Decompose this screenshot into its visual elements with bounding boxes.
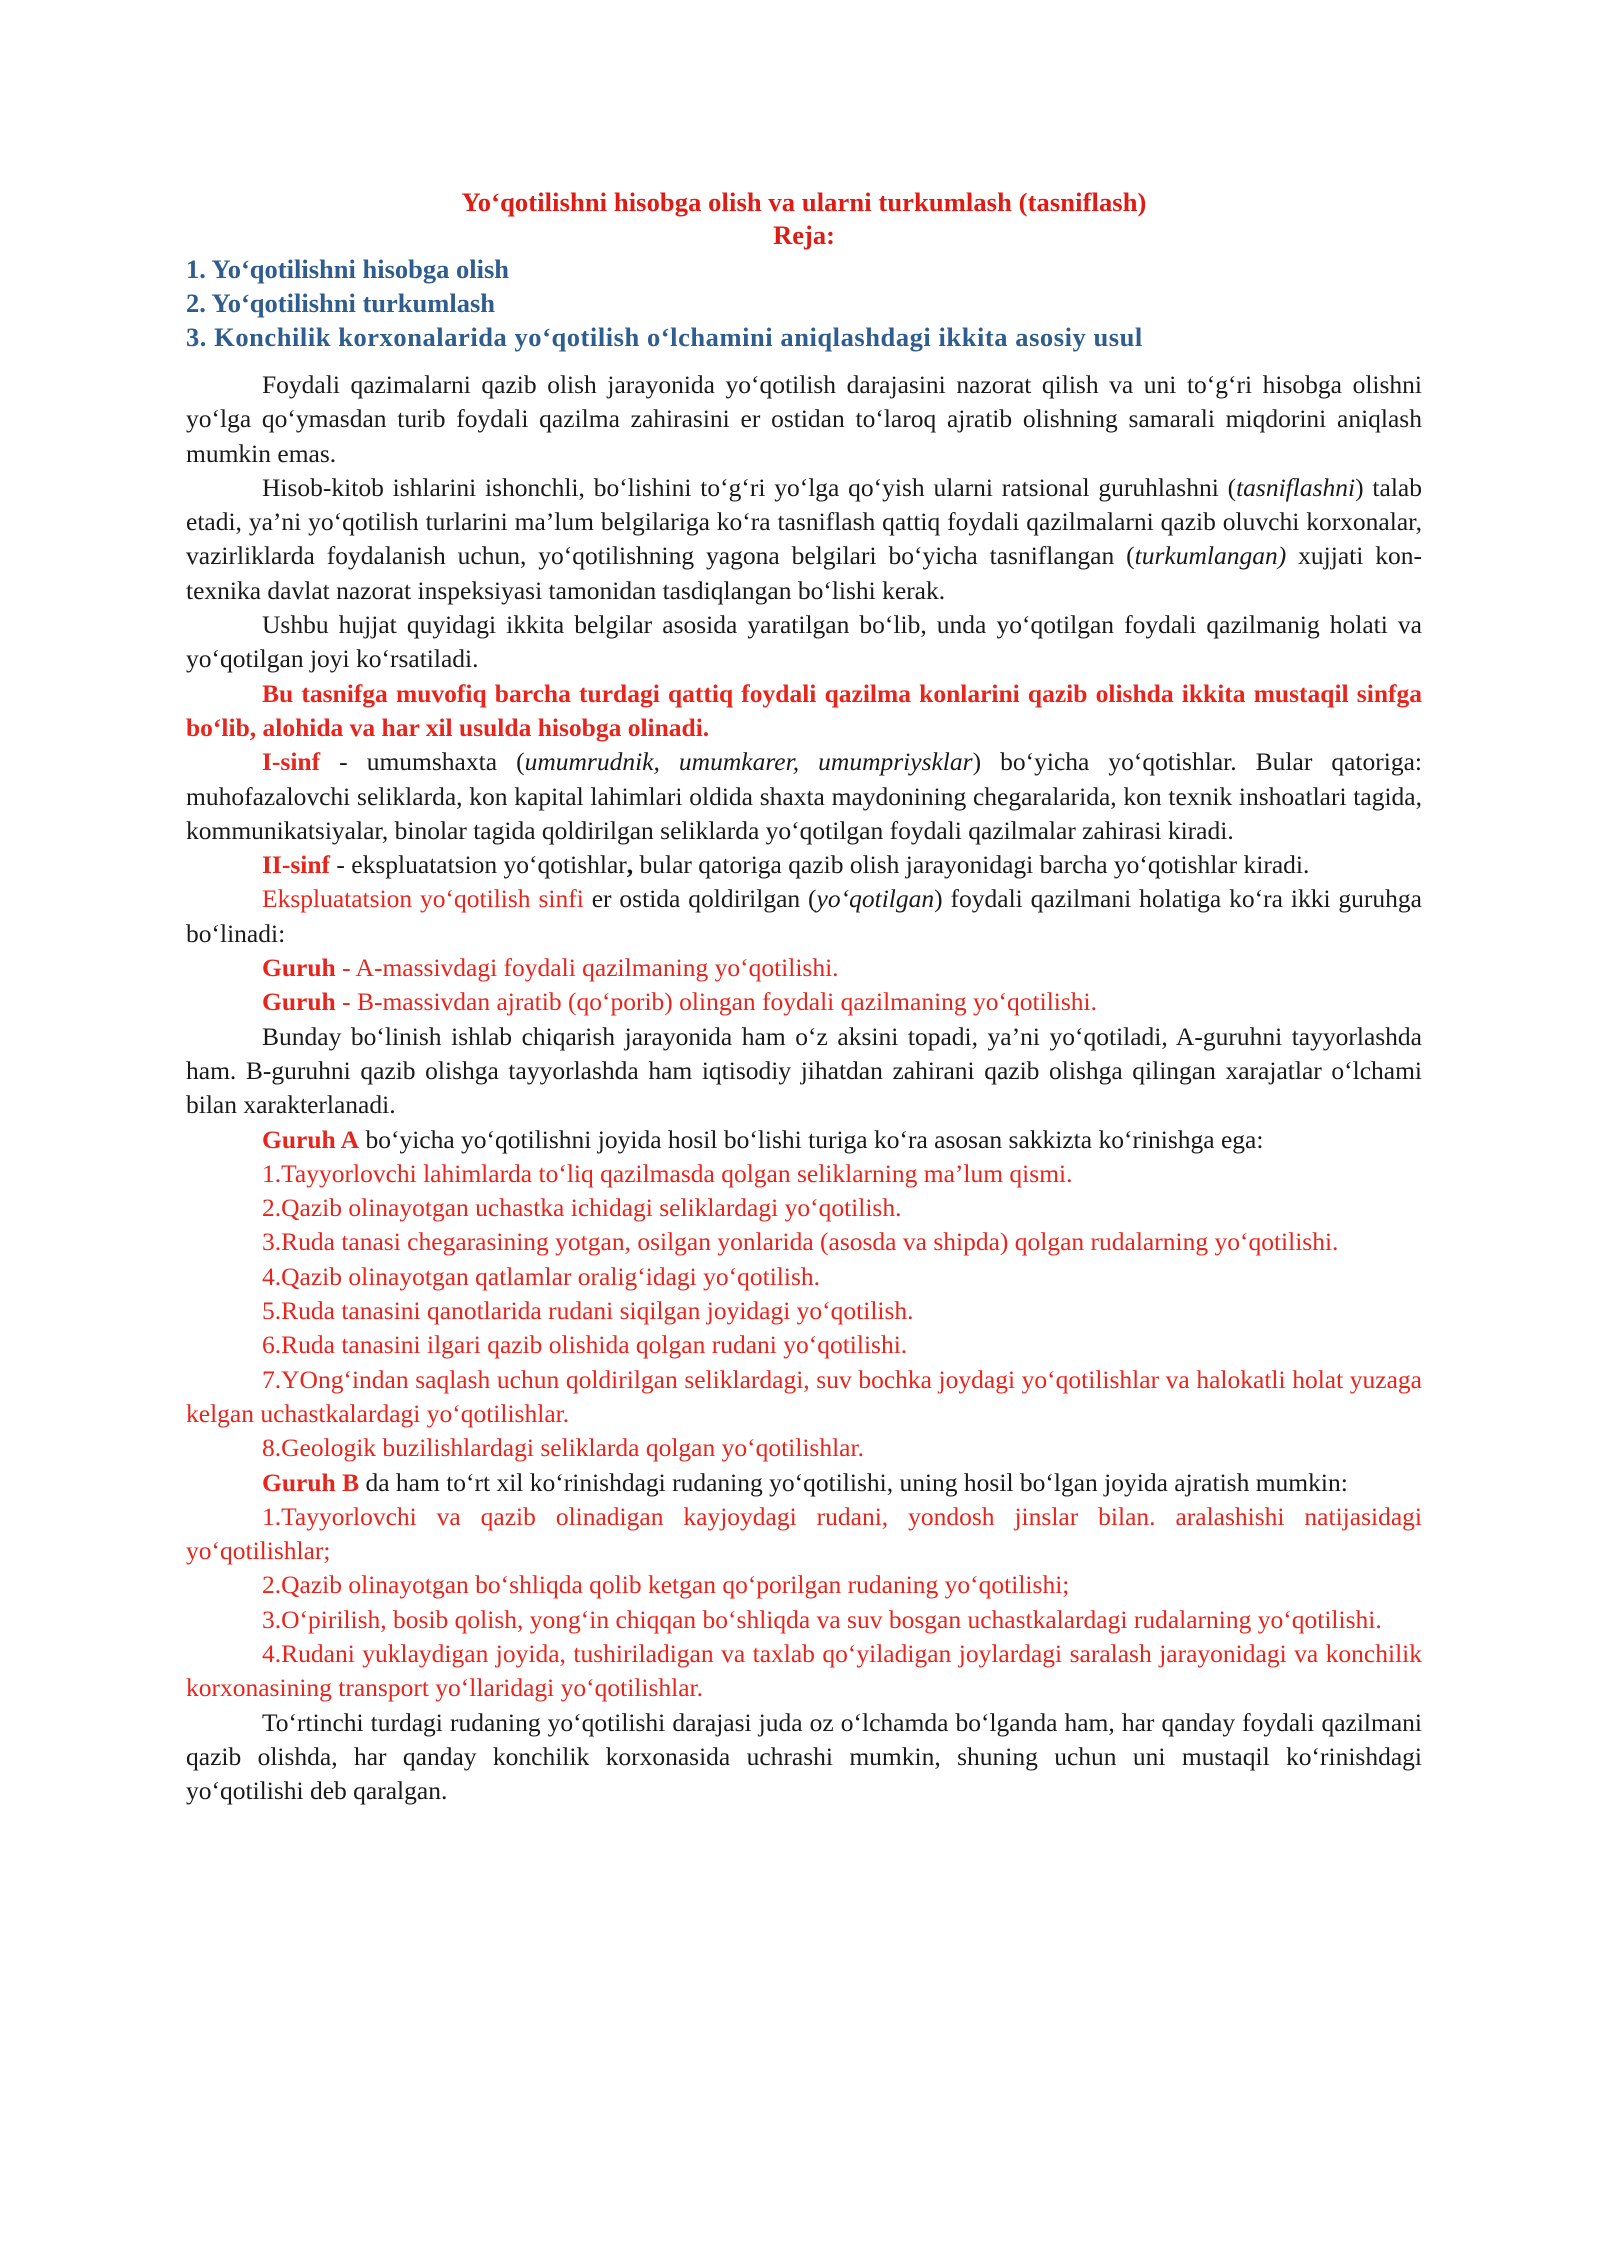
text-run: er ostida qoldirilgan ( [583, 884, 817, 914]
list-item: 2.Qazib olinayotgan uchastka ichidagi seliklardagi yo‘qotilish. [262, 1193, 902, 1223]
group-a-definition-line [186, 951, 1422, 985]
paragraph-intro: Foydali qazimalarni qazib olish jarayonida yo‘qotilish darajasini nazorat qilish va uni to‘g‘ri hisobga olishni yo‘lga qo‘ymasdan turib foydali qazilma zahirasini er ostidan to‘laroq ajratib olishning samarali miqdorini aniqlash mumkin emas. [186, 370, 1422, 468]
list-item: 3.O‘pirilish, bosib qolish, yong‘in chiqqan bo‘shliqda va suv bosgan uchastkalardagi rudalarning yo‘qotilishi. [262, 1604, 1382, 1634]
text-run: Hisob-kitob ishlarini ishonchli, bo‘lishini to‘g‘ri yo‘lga qo‘yish ularni ratsional guruhlashni ( [262, 472, 1237, 502]
list-item: 2.Qazib olinayotgan bo‘shliqda qolib ketgan qo‘porilgan rudaning yo‘qotilishi; [262, 1570, 1070, 1600]
paragraph-division-explained: Bunday bo‘linish ishlab chiqarish jarayonida ham o‘z aksini topadi, ya’ni yo‘qotiladi, A-guruhni tayyorlashda ham. B-guruhni qazib olishga tayyorlashda ham iqtisodiy jihatdan zahirani qazib olishga qilingan xarajatlar o‘lchami bilan xarakterlanadi. [186, 1021, 1422, 1120]
list-item: 5.Ruda tanasini qanotlarida rudani siqilgan joyidagi yo‘qotilish. [262, 1296, 914, 1326]
list-item: 1.Tayyorlovchi va qazib olinadigan kayjoydagi rudani, yondosh jinslar bilan. aralashishi natijasidagi yo‘qotilishlar; [186, 1501, 1422, 1566]
text-run: ) bo‘yicha yo‘qotishlar. Bular qatoriga: muhofazalovchi seliklarda, kon kapital lahimlari oldida shaxta maydonining chegaralarida, kon texnik inshoatlari tagida, kommunikatsiyalar, binolar tagida qoldirilgan seliklarda yo‘qotilgan foydali qazilmalar zahirasi kiradi. [186, 747, 1423, 845]
label-guruh-a: Guruh [262, 953, 336, 983]
plan-item-3: 3. Konchilik korxonalarida yo‘qotilish o‘lchamini aniqlashdagi ikkita asosiy usul [186, 322, 1143, 352]
paragraph-document-basis: Ushbu hujjat quyidagi ikkita belgilar asosida yaratilgan bo‘lib, unda yo‘qotilgan foydali qazilmanig holati va yo‘qotilgan joyi ko‘rsatiladi. [186, 610, 1422, 674]
page-title: Yo‘qotilishni hisobga olish va ularni turkumlash (tasniflash) [461, 187, 1147, 217]
list-item: 6.Ruda tanasini ilgari qazib olishida qolgan rudani yo‘qotilishi. [262, 1330, 908, 1360]
text-run: - ekspluatatsion yo‘qotishlar [330, 850, 627, 880]
document-content [186, 186, 1422, 1808]
group-b-definition-line [186, 985, 1422, 1019]
paragraph-group-a-intro [186, 1123, 1422, 1157]
text-run: da ham to‘rt xil ko‘rinishdagi rudaning yo‘qotilishi, uning hosil bo‘lgan joyida ajratish mumkin: [359, 1467, 1348, 1497]
list-item: 7.YOng‘indan saqlash uchun qoldirilgan seliklardagi, suv bochka joydagi yo‘qotilishlar va halokatli holat yuzaga kelgan uchastkalardagi yo‘qotilishlar. [186, 1364, 1422, 1428]
text-run: bo‘yicha yo‘qotilishni joyida hosil bo‘lishi turiga ko‘ra asosan sakkizta ko‘rinishga ega: [359, 1124, 1264, 1154]
list-item: 3.Ruda tanasi chegarasining yotgan, osilgan yonlarida (asosda va shipda) qolgan rudalarning yo‘qotilishi. [262, 1227, 1339, 1257]
paragraph-classification [186, 471, 1422, 608]
text-run: - B-massivdan ajratib (qo‘porib) olingan foydali qazilmaning yo‘qotilishi. [335, 987, 1098, 1017]
label-i-sinf: I-sinf [262, 747, 321, 777]
list-item: 4.Qazib olinayotgan qatlamlar oralig‘idagi yo‘qotilish. [262, 1261, 821, 1291]
label-ii-sinf: II-sinf [262, 850, 331, 880]
paragraph-conclusion: To‘rtinchi turdagi rudaning yo‘qotilishi darajasi juda oz o‘lchamda bo‘lganda ham, har qanday foydali qazilmani qazib olishda, har qanday konchilik korxonasida uchrashi mumkin, shuning uchun uni mustaqil ko‘rinishdagi yo‘qotilishi deb qaralgan. [186, 1707, 1422, 1806]
text-run-comma: , [626, 850, 634, 880]
text-run: ) foydali qazilmani holatiga ko‘ra ikki guruhga bo‘linadi: [186, 884, 1422, 948]
italic-term-yoqotilgan: yo‘qotilgan [816, 884, 935, 914]
plan-subtitle: Reja: [773, 220, 835, 250]
paragraph-class-one [186, 745, 1422, 848]
italic-term-turkumlangan: turkumlangan) [1134, 541, 1287, 571]
label-group-b: Guruh B [262, 1467, 360, 1497]
paragraph-highlight-classification: Bu tasnifga muvofiq barcha turdagi qattiq foydali qazilma konlarini qazib olishda ikkita mustaqil sinfga bo‘lib, alohida va har xil usulda hisobga olinadi. [186, 678, 1422, 742]
paragraph-group-b-intro [186, 1466, 1422, 1500]
paragraph-exploitation-class [186, 882, 1422, 951]
list-item: 1.Tayyorlovchi lahimlarda to‘liq qazilmasda qolgan seliklarning ma’lum qismi. [262, 1158, 1073, 1188]
label-guruh-b: Guruh [262, 987, 336, 1017]
plan-item-2: 2. Yo‘qotilishni turkumlash [186, 288, 496, 318]
label-group-a: Guruh A [262, 1124, 360, 1154]
text-run: bular qatoriga qazib olish jarayonidagi barcha yo‘qotishlar kiradi. [633, 850, 1310, 880]
plan-item-1: 1. Yo‘qotilishni hisobga olish [186, 254, 510, 284]
list-item: 4.Rudani yuklaydigan joyida, tushiriladigan va taxlab qo‘yiladigan joylardagi saralash jarayonidagi va konchilik korxonasining transport yo‘llaridagi yo‘qotilishlar. [186, 1638, 1422, 1703]
label-ekspluatatsion-sinfi: Ekspluatatsion yo‘qotilish sinfi [262, 884, 584, 914]
text-run: - A-massivdagi foydali qazilmaning yo‘qotilishi. [335, 953, 839, 983]
italic-term-umumrudnik: umumrudnik, umumkarer, umumpriysklar [524, 747, 973, 777]
paragraph-class-two [186, 848, 1422, 882]
italic-term-tasniflashni: tasniflashni [1236, 472, 1356, 502]
list-item: 8.Geologik buzilishlardagi seliklarda qolgan yo‘qotilishlar. [262, 1433, 864, 1463]
text-run: ) talab etadi, ya’ni yo‘qotilish turlarini ma’lum belgilariga ko‘ra tasniflash qattiq foydali qazilmalarni qazib oluvchi korxonalar, vazirliklarda foydalanish uchun, yo‘qotilishning yagona belgilari bo‘yicha tasniflangan ( [186, 472, 1422, 571]
spacer [186, 354, 1422, 368]
text-run: - umumshaxta ( [320, 747, 525, 777]
text-run: xujjati kon-texnika davlat nazorat inspeksiyasi tamonidan tasdiqlangan bo‘lishi kerak. [186, 541, 1422, 605]
